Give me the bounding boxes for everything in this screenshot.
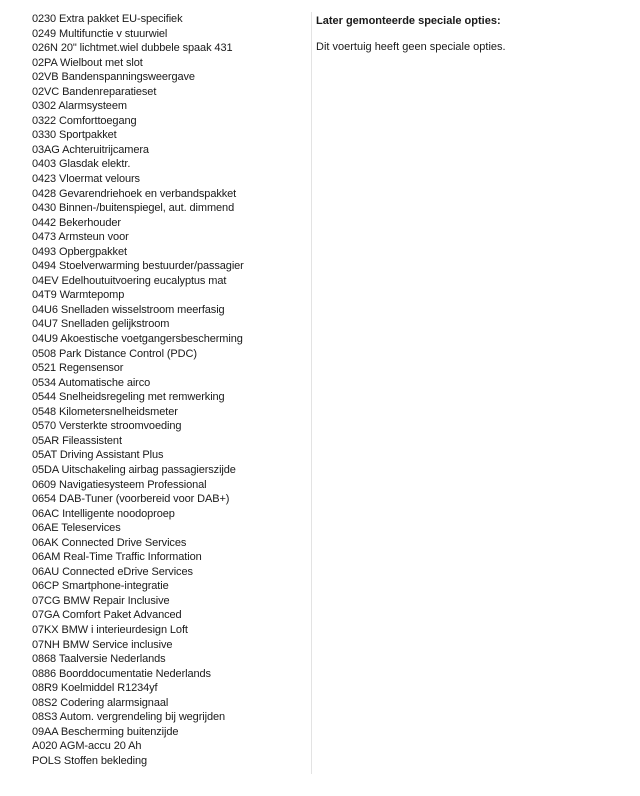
option-item: 0886 Boorddocumentatie Nederlands [32, 667, 211, 680]
option-item: 05AT Driving Assistant Plus [32, 449, 164, 462]
option-item: 07NH BMW Service inclusive [32, 638, 173, 651]
option-item: 05AR Fileassistent [32, 434, 122, 447]
later-options-title: Later gemonteerde speciale opties: [316, 15, 501, 27]
option-item: 0534 Automatische airco [32, 376, 151, 389]
option-item: 06AU Connected eDrive Services [32, 565, 193, 578]
option-item: 02PA Wielbout met slot [32, 56, 143, 69]
option-item: 0494 Stoelverwarming bestuurder/passagier [32, 260, 244, 273]
option-item: 09AA Bescherming buitenzijde [32, 725, 179, 738]
option-item: A020 AGM-accu 20 Ah [32, 740, 142, 753]
option-item: 06AK Connected Drive Services [32, 536, 187, 549]
option-item: 0249 Multifunctie v stuurwiel [32, 27, 168, 40]
option-item: POLS Stoffen bekleding [32, 754, 148, 767]
option-item: 0548 Kilometersnelheidsmeter [32, 405, 178, 418]
option-item: 02VB Bandenspanningsweergave [32, 71, 195, 84]
option-item: 0230 Extra pakket EU-specifiek [32, 13, 183, 25]
option-item: 0868 Taalversie Nederlands [32, 653, 166, 666]
option-item: 04T9 Warmtepomp [32, 289, 125, 302]
option-item: 07GA Comfort Paket Advanced [32, 609, 182, 622]
option-item: 05DA Uitschakeling airbag passagierszijde [32, 463, 236, 476]
factory-options-list [32, 12, 302, 768]
option-item: 0442 Bekerhouder [32, 216, 121, 229]
option-item: 04U7 Snelladen gelijkstroom [32, 318, 170, 331]
option-item: 0473 Armsteun voor [32, 231, 129, 244]
option-item: 0428 Gevarendriehoek en verbandspakket [32, 187, 237, 200]
option-item: 06AE Teleservices [32, 522, 121, 535]
later-options-text: Dit voertuig heeft geen speciale opties. [316, 41, 506, 53]
option-item: 0403 Glasdak elektr. [32, 158, 131, 171]
option-item: 06CP Smartphone-integratie [32, 580, 169, 593]
option-item: 08R9 Koelmiddel R1234yf [32, 682, 158, 695]
option-item: 06AC Intelligente noodoproep [32, 507, 175, 520]
option-item: 0654 DAB-Tuner (voorbereid voor DAB+) [32, 493, 230, 506]
option-item: 0570 Versterkte stroomvoeding [32, 420, 182, 433]
column-divider [311, 12, 312, 774]
option-item: 03AG Achteruitrijcamera [32, 143, 149, 156]
option-item: 08S3 Autom. vergrendeling bij wegrijden [32, 711, 225, 724]
option-item: 04EV Edelhoutuitvoering eucalyptus mat [32, 274, 227, 287]
option-item: 0544 Snelheidsregeling met remwerking [32, 391, 225, 404]
option-item: 04U9 Akoestische voetgangersbescherming [32, 333, 243, 346]
option-item: 0508 Park Distance Control (PDC) [32, 347, 197, 360]
option-item: 06AM Real-Time Traffic Information [32, 551, 202, 564]
option-item: 07CG BMW Repair Inclusive [32, 594, 170, 607]
option-item: 0322 Comforttoegang [32, 114, 137, 127]
option-item: 0330 Sportpakket [32, 129, 117, 142]
option-item: 0521 Regensensor [32, 362, 124, 375]
option-item: 0302 Alarmsysteem [32, 100, 127, 113]
option-item: 0609 Navigatiesysteem Professional [32, 478, 207, 491]
option-item: 0423 Vloermat velours [32, 173, 140, 186]
later-options-section [316, 13, 616, 55]
option-item: 08S2 Codering alarmsignaal [32, 696, 169, 709]
option-item: 0430 Binnen-/buitenspiegel, aut. dimmend [32, 202, 235, 215]
option-item: 02VC Bandenreparatieset [32, 85, 157, 98]
option-item: 026N 20" lichtmet.wiel dubbele spaak 431 [32, 42, 233, 55]
option-item: 04U6 Snelladen wisselstroom meerfasig [32, 303, 225, 316]
option-item: 07KX BMW i interieurdesign Loft [32, 623, 188, 636]
option-item: 0493 Opbergpakket [32, 245, 127, 258]
